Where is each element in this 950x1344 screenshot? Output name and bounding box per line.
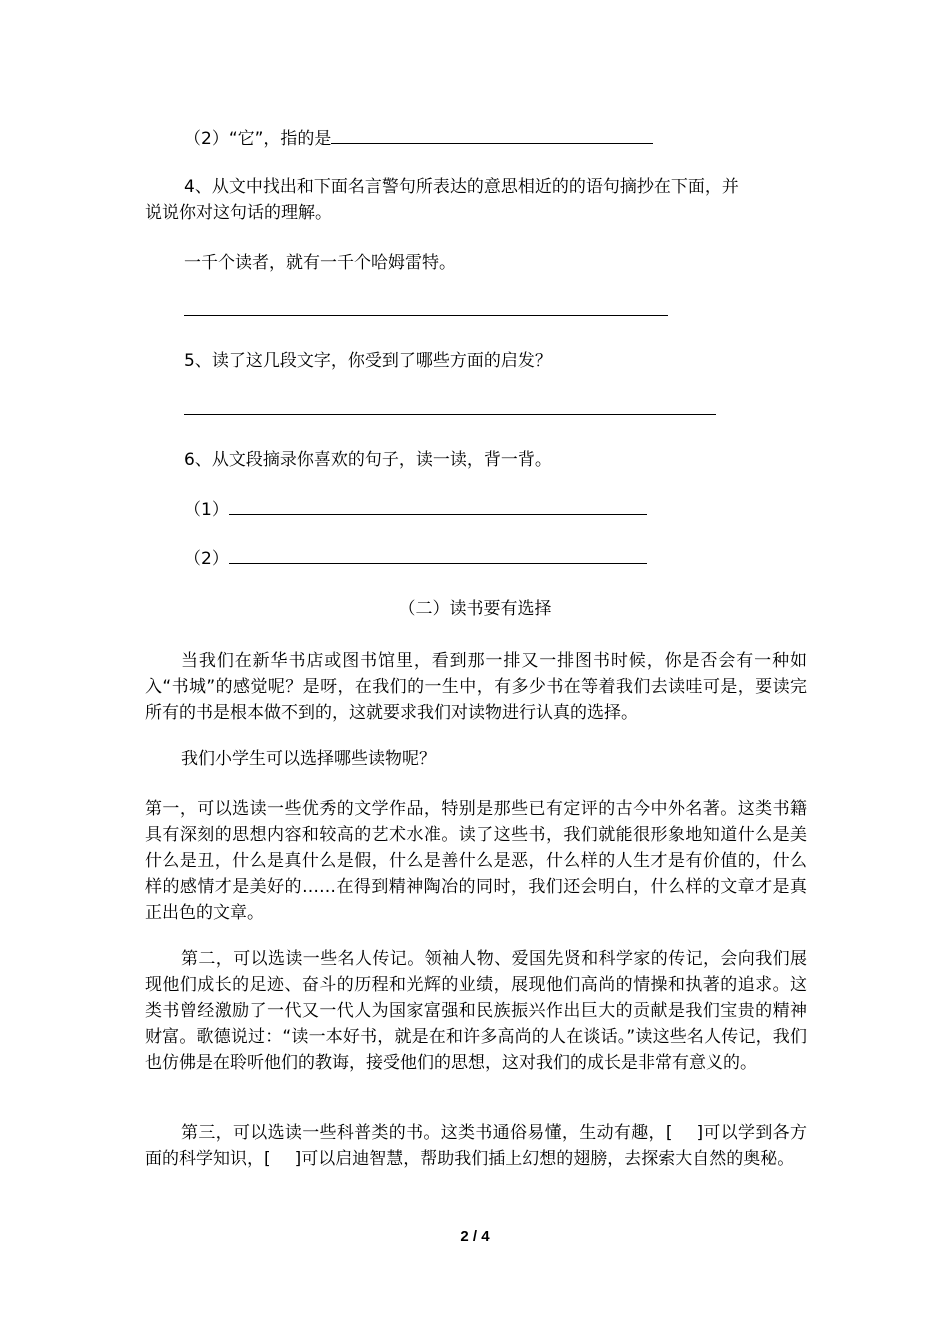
q6-item2-line — [184, 545, 647, 572]
q6-item1-blank[interactable] — [229, 496, 647, 515]
q6-item2-label: （2） — [184, 549, 229, 569]
q4-answer-line — [184, 297, 668, 324]
q3-part2-line — [184, 125, 653, 152]
q6-prompt: 6、从文段摘录你喜欢的句子，读一读，背一背。 — [184, 450, 552, 470]
paragraph-third-point — [145, 1120, 807, 1172]
q4-answer-blank[interactable] — [184, 297, 668, 316]
page-number: 2 / 4 — [460, 1228, 490, 1245]
q6-item1-label: （1） — [184, 500, 229, 520]
q4-prompt-line2: 说说你对这句话的理解。 — [145, 203, 332, 223]
q3-part2-label: （2）“它”，指的是 — [184, 129, 332, 149]
paragraph-first-point: 第一，可以选读一些优秀的文学作品，特别是那些已有定评的古今中外名著。这类书籍具有深刻的思想内容和较高的艺术水准。读了这些书，我们就能很形象地知道什么是美什么是丑，什么是真什么是假，什么是善什么是恶，什么样的人生才是有价值的，什么样的感情才是美好的……在得到精神陶冶的同时，我们还会明白，什么样的文章才是真正出色的文章。 — [145, 799, 807, 923]
third-point-text-c: 可以启迪智慧，帮助我们插上幻想的翅膀，去探索大自然的奥秘。 — [301, 1149, 795, 1169]
q4-quote: 一千个读者，就有一千个哈姆雷特。 — [184, 253, 456, 273]
q4-prompt-line1: 4、从文中找出和下面名言警句所表达的意思相近的的语句摘抄在下面，并 — [184, 177, 739, 197]
paragraph-intro: 当我们在新华书店或图书馆里，看到那一排又一排图书时候，你是否会有一种如入“书城”的感觉呢？是呀，在我们的一生中，有多少书在等着我们去读哇可是，要读完所有的书是根本做不到的，这就要求我们对读物进行认真的选择。 — [145, 651, 807, 723]
q6-item1-line — [184, 496, 647, 523]
bracket-close-1: ] — [696, 1123, 704, 1143]
bracket-open-2: [ — [264, 1149, 271, 1169]
third-point-text-b: 可以学到各方面的科学知识， — [145, 1123, 808, 1169]
q5-answer-line — [184, 396, 716, 423]
section-title: （二）读书要有选择 — [398, 599, 552, 619]
paragraph-second-point: 第二，可以选读一些名人传记。领袖人物、爱国先贤和科学家的传记，会向我们展现他们成长的足迹、奋斗的历程和光辉的业绩，展现他们高尚的情操和执著的追求。这类书曾经激励了一代又一代人为国家富强和民族振兴作出巨大的贡献是我们宝贵的精神财富。歌德说过：“读一本好书，就是在和许多高尚的人在谈话。”读这些名人传记，我们也仿佛是在聆听他们的教诲，接受他们的思想，这对我们的成长是非常有意义的。 — [145, 949, 807, 1073]
bracket-close-2: ] — [294, 1149, 302, 1169]
q3-part2-answer-blank[interactable] — [331, 125, 653, 144]
paragraph-question: 我们小学生可以选择哪些读物呢？ — [181, 749, 436, 769]
bracket-open-1: [ — [665, 1123, 673, 1143]
q6-item2-blank[interactable] — [229, 545, 647, 564]
q5-answer-blank[interactable] — [184, 396, 716, 415]
third-point-text-a: 第三，可以选读一些科普类的书。这类书通俗易懂，生动有趣， — [181, 1123, 666, 1143]
q5-prompt: 5、读了这几段文字，你受到了哪些方面的启发？ — [184, 351, 552, 371]
